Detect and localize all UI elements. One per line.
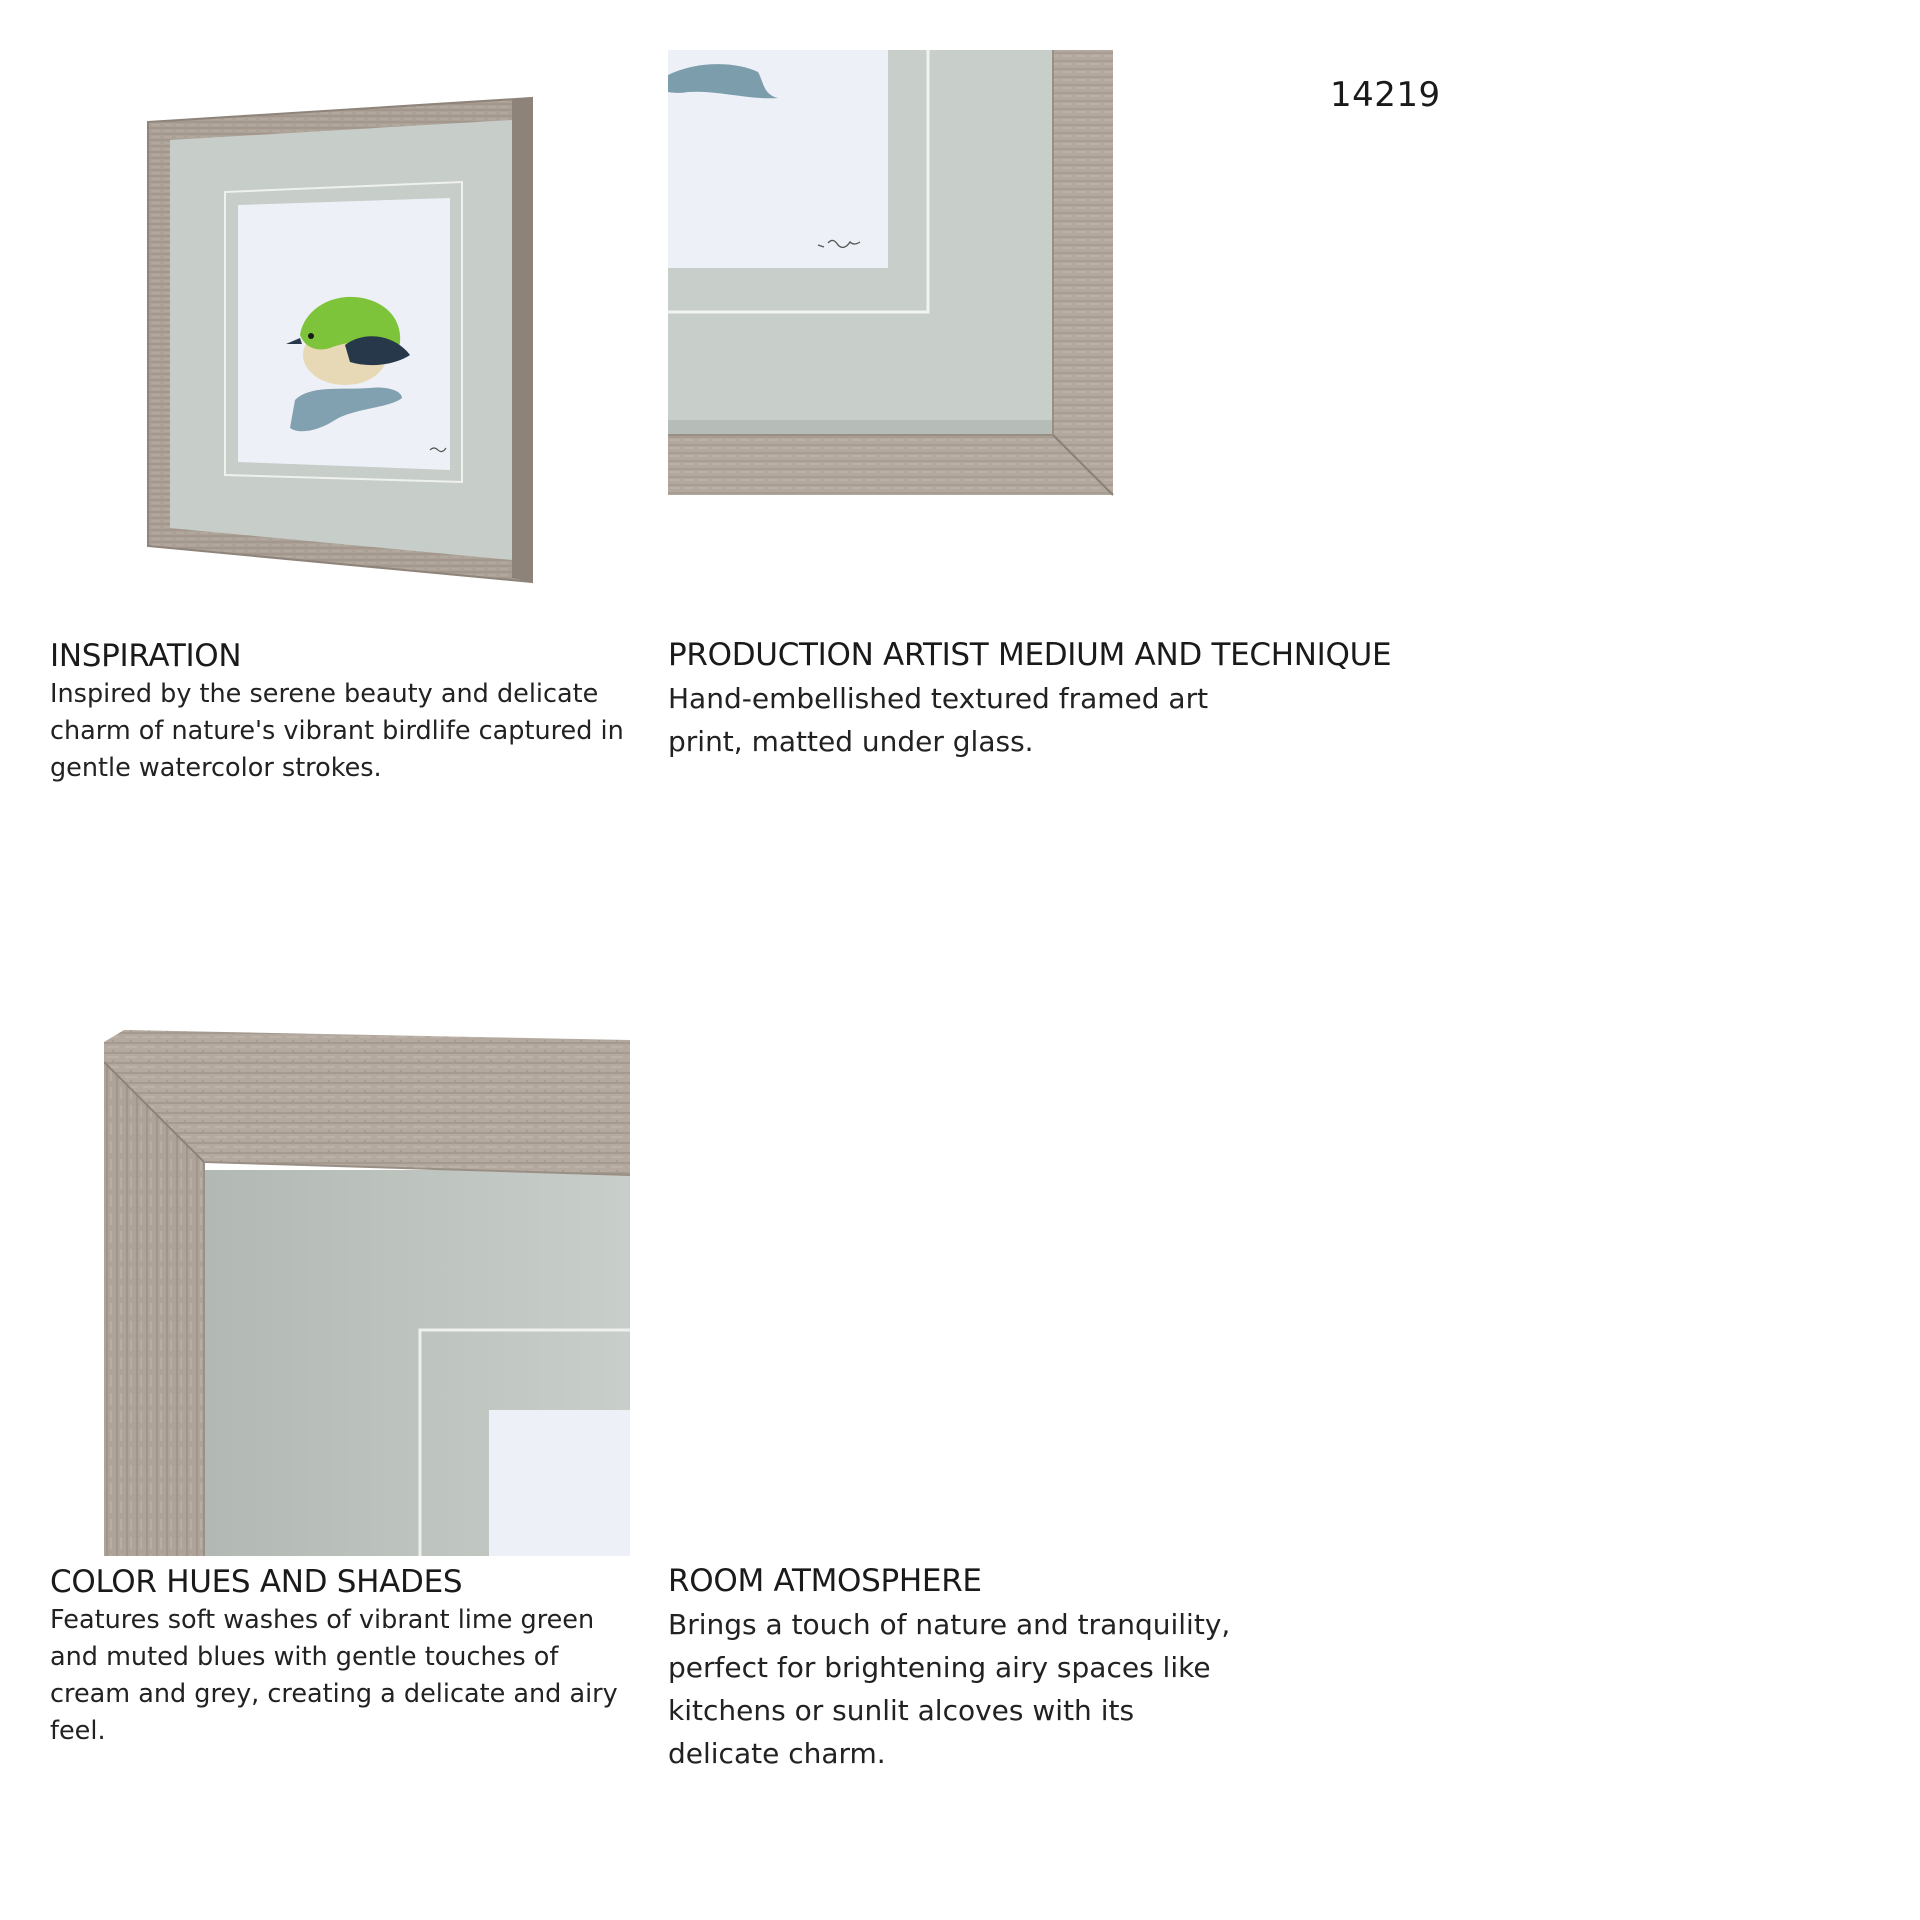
frame-depth-closeup-image: [104, 1030, 630, 1556]
room-heading: ROOM ATMOSPHERE: [668, 1563, 982, 1599]
color-text: Features soft washes of vibrant lime green and muted blues with gentle touches of cream and grey, creating a delicate and airy feel.: [50, 1605, 618, 1746]
framed-bird-print-image: [140, 90, 540, 590]
inspiration-heading: INSPIRATION: [50, 638, 242, 674]
production-heading: PRODUCTION ARTIST MEDIUM AND TECHNIQUE: [668, 637, 1392, 673]
color-heading: COLOR HUES AND SHADES: [50, 1564, 463, 1600]
frame-corner-closeup-image: [668, 50, 1120, 500]
production-text: Hand-embellished textured framed art print, matted under glass.: [668, 682, 1209, 758]
product-code: 14219: [1330, 75, 1441, 115]
room-text: Brings a touch of nature and tranquility, perfect for brightening airy spaces like kitchens or sunlit alcoves with its delicate charm.: [668, 1608, 1231, 1770]
inspiration-text: Inspired by the serene beauty and delicate charm of nature's vibrant birdlife captured in gentle watercolor strokes.: [50, 679, 624, 783]
